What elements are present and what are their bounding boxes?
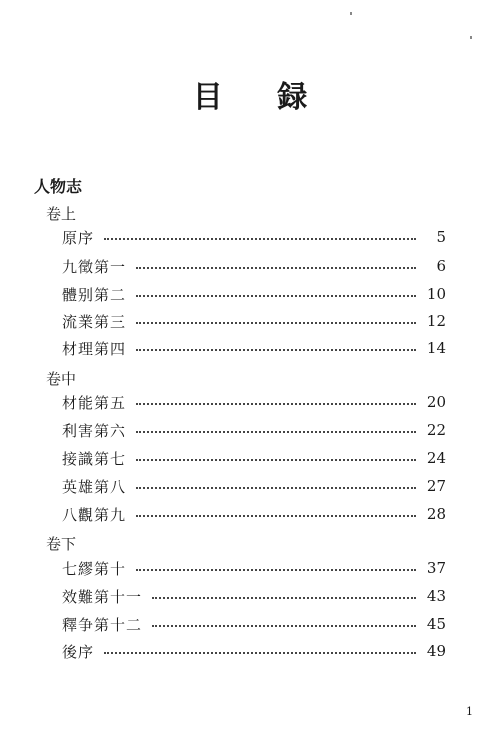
toc-entry-page: 14 <box>426 339 446 357</box>
toc-entry-page: 49 <box>426 642 446 660</box>
toc-entry-label: 流業第三 <box>62 312 127 331</box>
toc-entry-label: 接識第七 <box>62 449 127 468</box>
toc-entry[interactable] <box>62 475 446 497</box>
toc-entry-label: 英雄第八 <box>62 477 127 496</box>
toc-entry[interactable] <box>62 255 446 277</box>
toc-entry[interactable] <box>62 585 446 607</box>
toc-entry[interactable] <box>62 613 446 635</box>
toc-entry[interactable] <box>62 419 446 441</box>
toc-entry[interactable] <box>62 337 446 359</box>
toc-entry[interactable] <box>62 391 446 413</box>
toc-entry-label: 釋争第十二 <box>62 615 143 634</box>
dot-leader <box>136 267 416 269</box>
page-number: 1 <box>466 705 473 718</box>
volume-heading-upper: 卷上 <box>46 205 77 223</box>
toc-entry-label: 材理第四 <box>62 339 127 358</box>
toc-entry-label: 七繆第十 <box>62 559 127 578</box>
toc-entry-page: 12 <box>426 312 446 330</box>
toc-entry-label: 材能第五 <box>62 393 127 412</box>
dot-leader <box>136 322 416 324</box>
book-heading: 人物志 <box>34 177 83 196</box>
toc-entry-page: 28 <box>426 505 446 523</box>
dot-leader <box>136 459 416 461</box>
toc-entry-page: 20 <box>426 393 446 411</box>
toc-entry-page: 24 <box>426 449 446 467</box>
volume-heading-lower: 卷下 <box>46 535 77 553</box>
page-title: 目 録 <box>192 80 330 115</box>
dot-leader <box>136 487 416 489</box>
toc-entry-label: 原序 <box>62 228 95 247</box>
toc-entry-page: 22 <box>426 421 446 439</box>
dot-leader <box>104 652 416 654</box>
dot-leader <box>136 431 416 433</box>
dot-leader <box>136 515 416 517</box>
scan-speck <box>350 12 352 15</box>
toc-entry[interactable] <box>62 447 446 469</box>
toc-entry-label: 八觀第九 <box>62 505 127 524</box>
toc-entry-page: 5 <box>436 228 446 246</box>
dot-leader <box>152 625 416 627</box>
scan-speck <box>470 36 472 39</box>
volume-heading-middle: 卷中 <box>46 370 77 388</box>
toc-entry[interactable] <box>62 640 446 662</box>
toc-entry-label: 利害第六 <box>62 421 127 440</box>
toc-entry-page: 27 <box>426 477 446 495</box>
dot-leader <box>136 295 416 297</box>
dot-leader <box>136 349 416 351</box>
toc-entry[interactable] <box>62 226 446 248</box>
toc-entry-page: 6 <box>436 257 446 275</box>
toc-entry[interactable] <box>62 310 446 332</box>
toc-entry-page: 10 <box>426 285 446 303</box>
dot-leader <box>104 238 416 240</box>
toc-entry-page: 45 <box>426 615 446 633</box>
toc-entry[interactable] <box>62 283 446 305</box>
toc-entry-label: 體别第二 <box>62 285 127 304</box>
dot-leader <box>152 597 416 599</box>
toc-entry-page: 43 <box>426 587 446 605</box>
toc-entry-label: 九徵第一 <box>62 257 127 276</box>
dot-leader <box>136 569 416 571</box>
toc-entry-label: 後序 <box>62 642 95 661</box>
toc-entry-page: 37 <box>426 559 446 577</box>
toc-entry[interactable] <box>62 557 446 579</box>
toc-entry-label: 效難第十一 <box>62 587 143 606</box>
toc-entry[interactable] <box>62 503 446 525</box>
dot-leader <box>136 403 416 405</box>
